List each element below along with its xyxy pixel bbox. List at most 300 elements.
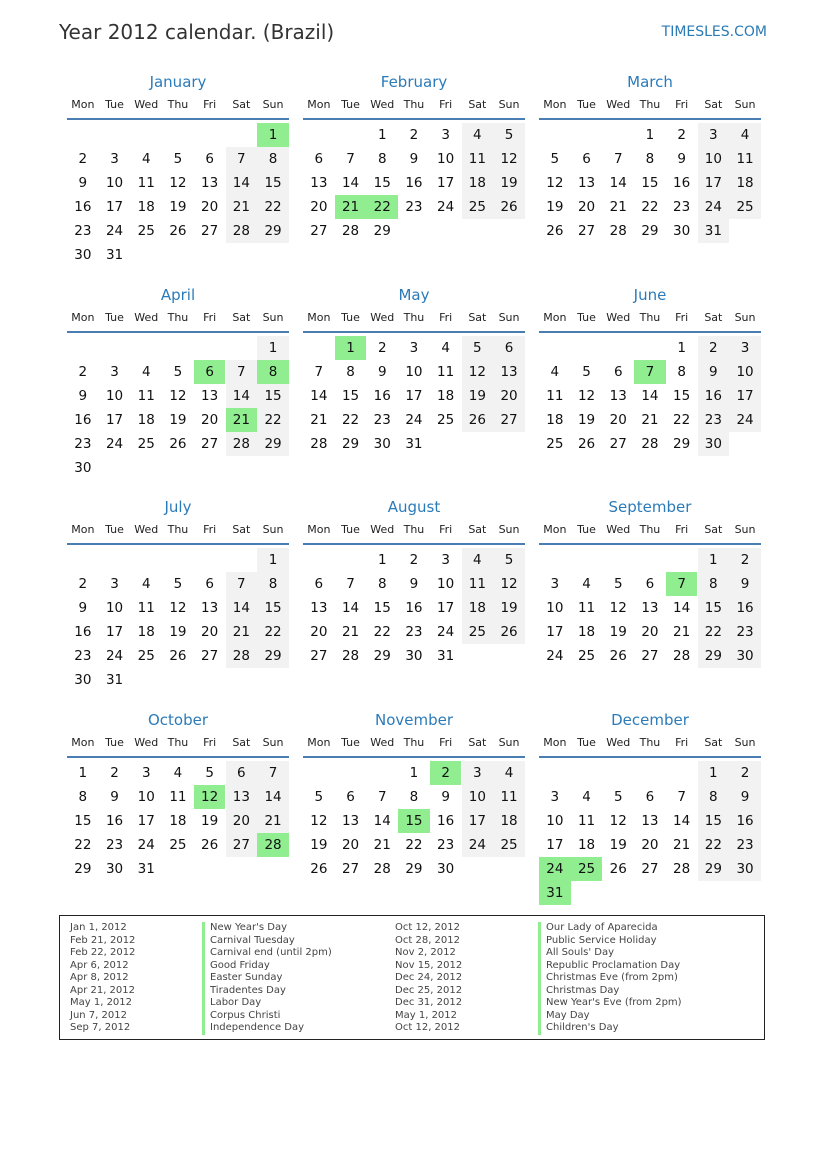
holiday-day-cell: 6 <box>194 360 226 384</box>
day-cell: 18 <box>493 809 525 833</box>
header-rule <box>67 118 289 120</box>
day-cell: 5 <box>550 151 560 167</box>
legend-holiday-name: Tiradentes Day <box>202 985 332 998</box>
header-rule <box>539 543 761 545</box>
legend-holiday-name: Good Friday <box>202 960 332 973</box>
day-cell: 6 <box>613 364 623 380</box>
day-cell: 19 <box>201 813 219 829</box>
day-cell: 17 <box>729 384 761 408</box>
day-cell: 27 <box>201 223 219 239</box>
day-cell: 19 <box>493 596 525 620</box>
month-march <box>539 73 761 265</box>
day-cell: 23 <box>673 199 691 215</box>
day-cell: 14 <box>341 600 360 616</box>
day-cell: 23 <box>437 837 455 853</box>
day-cell: 3 <box>110 576 119 592</box>
day-cell: 10 <box>437 576 455 592</box>
day-cell: 26 <box>493 195 525 219</box>
day-cell: 3 <box>110 364 119 380</box>
legend-dates-col-1 <box>70 922 135 1035</box>
weekday-header: Wed <box>134 311 159 324</box>
day-cell: 8 <box>409 789 419 805</box>
weekday-header: Wed <box>370 311 395 324</box>
legend-date: Nov 15, 2012 <box>395 959 463 971</box>
site-link[interactable]: TIMESLES.COM <box>661 24 767 40</box>
weekday-header: Mon <box>71 311 95 324</box>
day-cell: 9 <box>441 789 450 805</box>
weekday-header: Thu <box>167 311 189 324</box>
day-cell: 6 <box>314 151 324 167</box>
day-cell: 19 <box>169 412 187 428</box>
day-cell: 8 <box>698 785 730 809</box>
weekday-header: Tue <box>341 311 360 324</box>
header-rule <box>303 118 525 120</box>
legend-date: May 1, 2012 <box>395 1009 458 1021</box>
day-cell: 1 <box>377 552 387 568</box>
day-cell: 21 <box>257 809 289 833</box>
day-cell: 23 <box>373 412 391 428</box>
day-cell: 5 <box>613 576 623 592</box>
day-cell: 21 <box>609 199 627 215</box>
weekday-header: Mon <box>543 523 567 536</box>
day-cell: 30 <box>373 436 391 452</box>
legend-date: May 1, 2012 <box>70 997 133 1008</box>
day-cell: 26 <box>169 648 187 664</box>
day-cell: 7 <box>226 147 258 171</box>
day-cell: 27 <box>201 648 219 664</box>
month-name: May <box>398 286 430 304</box>
day-cell: 9 <box>729 572 761 596</box>
day-cell: 10 <box>729 360 761 384</box>
weekday-header: Tue <box>341 98 360 111</box>
legend-date: Apr 21, 2012 <box>70 984 136 996</box>
weekday-header: Fri <box>439 523 453 536</box>
weekday-header: Mon <box>307 311 331 324</box>
day-cell: 21 <box>226 195 258 219</box>
day-cell: 25 <box>493 833 525 857</box>
holiday-day-cell: 25 <box>571 857 603 881</box>
day-cell: 12 <box>310 813 328 829</box>
day-cell: 30 <box>74 460 92 476</box>
weekday-header: Tue <box>577 523 596 536</box>
day-cell: 28 <box>373 861 391 877</box>
day-cell: 20 <box>341 837 360 853</box>
day-cell: 7 <box>226 360 258 384</box>
day-cell: 29 <box>373 648 391 664</box>
day-cell: 10 <box>698 147 730 171</box>
day-cell: 25 <box>169 837 187 853</box>
day-cell: 23 <box>105 837 124 853</box>
day-cell: 22 <box>698 620 730 644</box>
day-cell: 26 <box>577 436 596 452</box>
day-cell: 20 <box>641 624 659 640</box>
day-cell: 7 <box>613 151 623 167</box>
legend-holiday-name: Christmas Day <box>538 985 682 998</box>
legend-date: Jun 7, 2012 <box>70 1009 127 1021</box>
day-cell: 18 <box>577 624 596 640</box>
day-cell: 24 <box>437 199 455 215</box>
legend-date: Apr 6, 2012 <box>70 959 129 971</box>
day-cell: 26 <box>310 861 328 877</box>
day-cell: 27 <box>577 223 596 239</box>
day-cell: 19 <box>169 624 187 640</box>
day-cell: 14 <box>341 175 360 191</box>
weekday-header: Sun <box>734 523 756 536</box>
day-cell: 29 <box>673 436 691 452</box>
day-cell: 18 <box>577 837 596 853</box>
day-cell: 12 <box>462 360 494 384</box>
day-cell: 16 <box>405 175 423 191</box>
day-cell: 4 <box>729 123 761 147</box>
month-name: April <box>160 286 196 304</box>
day-cell: 21 <box>673 624 691 640</box>
day-cell: 14 <box>641 388 659 404</box>
day-cell: 20 <box>493 384 525 408</box>
day-cell: 28 <box>641 436 659 452</box>
header-rule <box>67 756 289 758</box>
weekday-header: Sat <box>232 736 251 749</box>
day-cell: 29 <box>405 861 423 877</box>
month-august <box>303 498 525 690</box>
day-cell: 5 <box>173 151 183 167</box>
day-cell: 11 <box>137 600 155 616</box>
day-cell: 18 <box>462 596 494 620</box>
month-april <box>67 286 289 478</box>
day-cell: 17 <box>698 171 730 195</box>
day-cell: 2 <box>78 576 88 592</box>
legend-holiday-name: Independence Day <box>202 1022 332 1035</box>
day-cell: 30 <box>74 672 92 688</box>
day-cell: 23 <box>405 199 423 215</box>
day-cell: 3 <box>698 123 730 147</box>
month-name: October <box>147 711 209 729</box>
day-cell: 17 <box>546 837 564 853</box>
day-cell: 23 <box>74 436 92 452</box>
header-rule <box>539 331 761 333</box>
day-cell: 28 <box>310 436 328 452</box>
weekday-header: Sun <box>734 311 756 324</box>
day-cell: 1 <box>698 548 730 572</box>
month-name: September <box>608 498 692 516</box>
day-cell: 17 <box>405 388 423 404</box>
day-cell: 7 <box>346 151 355 167</box>
day-cell: 13 <box>493 360 525 384</box>
day-cell: 31 <box>105 672 124 688</box>
day-cell: 4 <box>582 789 591 805</box>
day-cell: 10 <box>437 151 455 167</box>
day-cell: 22 <box>257 195 289 219</box>
weekday-header: Sun <box>734 736 756 749</box>
holiday-day-cell: 2 <box>430 761 462 785</box>
weekday-header: Sun <box>262 98 284 111</box>
day-cell: 22 <box>373 624 391 640</box>
holiday-day-cell: 12 <box>194 785 226 809</box>
day-cell: 2 <box>729 548 761 572</box>
holiday-day-cell: 1 <box>257 123 289 147</box>
day-cell: 6 <box>645 576 655 592</box>
day-cell: 16 <box>105 813 124 829</box>
day-cell: 5 <box>173 364 183 380</box>
day-cell: 21 <box>310 412 328 428</box>
month-name: February <box>380 73 448 91</box>
day-cell: 29 <box>257 432 289 456</box>
month-name: January <box>149 73 207 91</box>
day-cell: 29 <box>341 436 360 452</box>
weekday-header: Sat <box>468 98 487 111</box>
day-cell: 12 <box>169 175 187 191</box>
day-cell: 9 <box>78 600 88 616</box>
day-cell: 5 <box>205 765 214 781</box>
day-cell: 3 <box>729 336 761 360</box>
day-cell: 12 <box>577 388 596 404</box>
weekday-header: Fri <box>675 98 689 111</box>
day-cell: 18 <box>137 199 155 215</box>
legend-date: Feb 22, 2012 <box>70 947 136 958</box>
day-cell: 18 <box>546 412 564 428</box>
day-cell: 28 <box>341 648 360 664</box>
weekday-header: Thu <box>167 98 189 111</box>
day-cell: 20 <box>641 837 659 853</box>
day-cell: 25 <box>462 195 494 219</box>
weekday-header: Thu <box>403 98 425 111</box>
weekday-header: Mon <box>71 523 95 536</box>
legend-holiday-name: Labor Day <box>202 997 332 1010</box>
day-cell: 30 <box>437 861 455 877</box>
day-cell: 12 <box>169 388 187 404</box>
day-cell: 28 <box>226 432 258 456</box>
day-cell: 12 <box>609 600 627 616</box>
day-cell: 4 <box>462 123 494 147</box>
weekday-header: Fri <box>439 311 453 324</box>
day-cell: 11 <box>493 785 525 809</box>
day-cell: 6 <box>226 761 258 785</box>
day-cell: 31 <box>437 648 455 664</box>
legend-holiday-name: Carnival Tuesday <box>202 935 332 948</box>
day-cell: 4 <box>493 761 525 785</box>
day-cell: 10 <box>105 600 124 616</box>
day-cell: 10 <box>137 789 155 805</box>
day-cell: 2 <box>409 127 419 143</box>
day-cell: 25 <box>137 436 155 452</box>
day-cell: 5 <box>493 548 525 572</box>
day-cell: 8 <box>377 151 387 167</box>
day-cell: 16 <box>673 175 691 191</box>
holiday-legend <box>59 915 765 1040</box>
weekday-header: Wed <box>370 523 395 536</box>
day-cell: 3 <box>441 552 450 568</box>
day-cell: 14 <box>226 171 258 195</box>
day-cell: 1 <box>78 765 88 781</box>
day-cell: 8 <box>257 147 289 171</box>
day-cell: 2 <box>377 340 387 356</box>
day-cell: 6 <box>314 576 324 592</box>
legend-date: Jan 1, 2012 <box>70 922 127 933</box>
day-cell: 9 <box>377 364 387 380</box>
legend-date: Oct 28, 2012 <box>395 934 460 946</box>
day-cell: 19 <box>546 199 564 215</box>
legend-holiday-name: Carnival end (until 2pm) <box>202 947 332 960</box>
day-cell: 11 <box>137 175 155 191</box>
month-january <box>67 73 289 265</box>
day-cell: 11 <box>546 388 564 404</box>
day-cell: 18 <box>437 388 455 404</box>
day-cell: 16 <box>74 624 92 640</box>
day-cell: 12 <box>546 175 564 191</box>
weekday-header: Sun <box>262 523 284 536</box>
weekday-header: Fri <box>203 736 217 749</box>
day-cell: 19 <box>169 199 187 215</box>
day-cell: 15 <box>673 388 691 404</box>
weekday-header: Mon <box>543 98 567 111</box>
day-cell: 27 <box>641 648 659 664</box>
legend-date: Sep 7, 2012 <box>70 1022 131 1033</box>
day-cell: 27 <box>310 648 328 664</box>
month-name: December <box>611 711 689 729</box>
weekday-header: Tue <box>577 736 596 749</box>
day-cell: 22 <box>341 412 360 428</box>
weekday-header: Thu <box>167 523 189 536</box>
day-cell: 9 <box>409 151 419 167</box>
legend-date: Dec 25, 2012 <box>395 984 463 996</box>
day-cell: 2 <box>110 765 119 781</box>
day-cell: 14 <box>373 813 391 829</box>
legend-date: Oct 12, 2012 <box>395 1022 460 1033</box>
day-cell: 28 <box>341 223 360 239</box>
day-cell: 16 <box>437 813 455 829</box>
legend-date: Dec 24, 2012 <box>395 972 463 983</box>
day-cell: 22 <box>698 833 730 857</box>
day-cell: 11 <box>137 388 155 404</box>
day-cell: 17 <box>437 175 455 191</box>
weekday-header: Mon <box>307 98 331 111</box>
day-cell: 1 <box>257 548 289 572</box>
day-cell: 8 <box>78 789 88 805</box>
day-cell: 24 <box>105 223 124 239</box>
day-cell: 16 <box>405 600 423 616</box>
day-cell: 8 <box>677 364 686 380</box>
weekday-header: Thu <box>639 311 661 324</box>
weekday-header: Thu <box>403 736 425 749</box>
weekday-header: Wed <box>370 736 395 749</box>
legend-dates-col-2 <box>395 922 462 1035</box>
day-cell: 13 <box>201 388 219 404</box>
weekday-header: Thu <box>639 736 661 749</box>
day-cell: 19 <box>609 837 627 853</box>
day-cell: 24 <box>137 837 155 853</box>
day-cell: 13 <box>201 175 219 191</box>
day-cell: 26 <box>169 436 187 452</box>
day-cell: 21 <box>226 620 258 644</box>
day-cell: 4 <box>462 548 494 572</box>
weekday-header: Sat <box>704 736 723 749</box>
day-cell: 28 <box>673 861 691 877</box>
weekday-header: Fri <box>675 523 689 536</box>
day-cell: 30 <box>729 644 761 668</box>
day-cell: 7 <box>377 789 387 805</box>
day-cell: 11 <box>577 813 596 829</box>
day-cell: 28 <box>609 223 627 239</box>
day-cell: 23 <box>405 624 423 640</box>
day-cell: 15 <box>74 813 92 829</box>
weekday-header: Wed <box>370 98 395 111</box>
day-cell: 9 <box>110 789 119 805</box>
weekday-header: Sun <box>498 736 520 749</box>
day-cell: 24 <box>546 648 564 664</box>
day-cell: 7 <box>257 761 289 785</box>
weekday-header: Sun <box>498 98 520 111</box>
day-cell: 3 <box>550 789 560 805</box>
day-cell: 5 <box>314 789 324 805</box>
day-cell: 2 <box>698 336 730 360</box>
weekday-header: Sat <box>468 736 487 749</box>
day-cell: 20 <box>226 809 258 833</box>
weekday-header: Thu <box>403 311 425 324</box>
month-february <box>303 73 525 265</box>
day-cell: 29 <box>641 223 659 239</box>
holiday-day-cell: 31 <box>539 881 571 905</box>
legend-holiday-name: New Year's Day <box>202 922 332 935</box>
day-cell: 20 <box>201 412 219 428</box>
day-cell: 4 <box>441 340 450 356</box>
day-cell: 3 <box>409 340 419 356</box>
day-cell: 25 <box>437 412 455 428</box>
weekday-header: Wed <box>606 736 631 749</box>
day-cell: 23 <box>74 223 92 239</box>
day-cell: 15 <box>341 388 360 404</box>
day-cell: 13 <box>201 600 219 616</box>
day-cell: 20 <box>310 624 328 640</box>
weekday-header: Tue <box>577 311 596 324</box>
day-cell: 12 <box>493 147 525 171</box>
day-cell: 24 <box>462 833 494 857</box>
day-cell: 23 <box>729 620 761 644</box>
day-cell: 17 <box>546 624 564 640</box>
day-cell: 17 <box>137 813 155 829</box>
day-cell: 18 <box>462 171 494 195</box>
header-rule <box>539 118 761 120</box>
day-cell: 31 <box>405 436 423 452</box>
day-cell: 16 <box>729 809 761 833</box>
day-cell: 19 <box>577 412 596 428</box>
day-cell: 23 <box>729 833 761 857</box>
day-cell: 25 <box>137 223 155 239</box>
day-cell: 29 <box>257 219 289 243</box>
day-cell: 3 <box>441 127 450 143</box>
day-cell: 19 <box>310 837 328 853</box>
legend-holiday-name: Republic Proclamation Day <box>538 960 682 973</box>
day-cell: 30 <box>105 861 124 877</box>
day-cell: 11 <box>462 572 494 596</box>
day-cell: 10 <box>546 600 564 616</box>
day-cell: 31 <box>698 219 730 243</box>
day-cell: 20 <box>609 412 627 428</box>
day-cell: 17 <box>105 412 124 428</box>
weekday-header: Thu <box>403 523 425 536</box>
page-title: Year 2012 calendar. (Brazil) <box>59 20 335 44</box>
day-cell: 8 <box>645 151 655 167</box>
day-cell: 10 <box>405 364 423 380</box>
day-cell: 13 <box>609 388 627 404</box>
weekday-header: Wed <box>134 98 159 111</box>
day-cell: 9 <box>78 388 88 404</box>
weekday-header: Tue <box>105 523 124 536</box>
day-cell: 12 <box>609 813 627 829</box>
day-cell: 20 <box>201 199 219 215</box>
weekday-header: Sat <box>232 98 251 111</box>
day-cell: 14 <box>310 388 328 404</box>
day-cell: 15 <box>257 171 289 195</box>
weekday-header: Wed <box>134 523 159 536</box>
